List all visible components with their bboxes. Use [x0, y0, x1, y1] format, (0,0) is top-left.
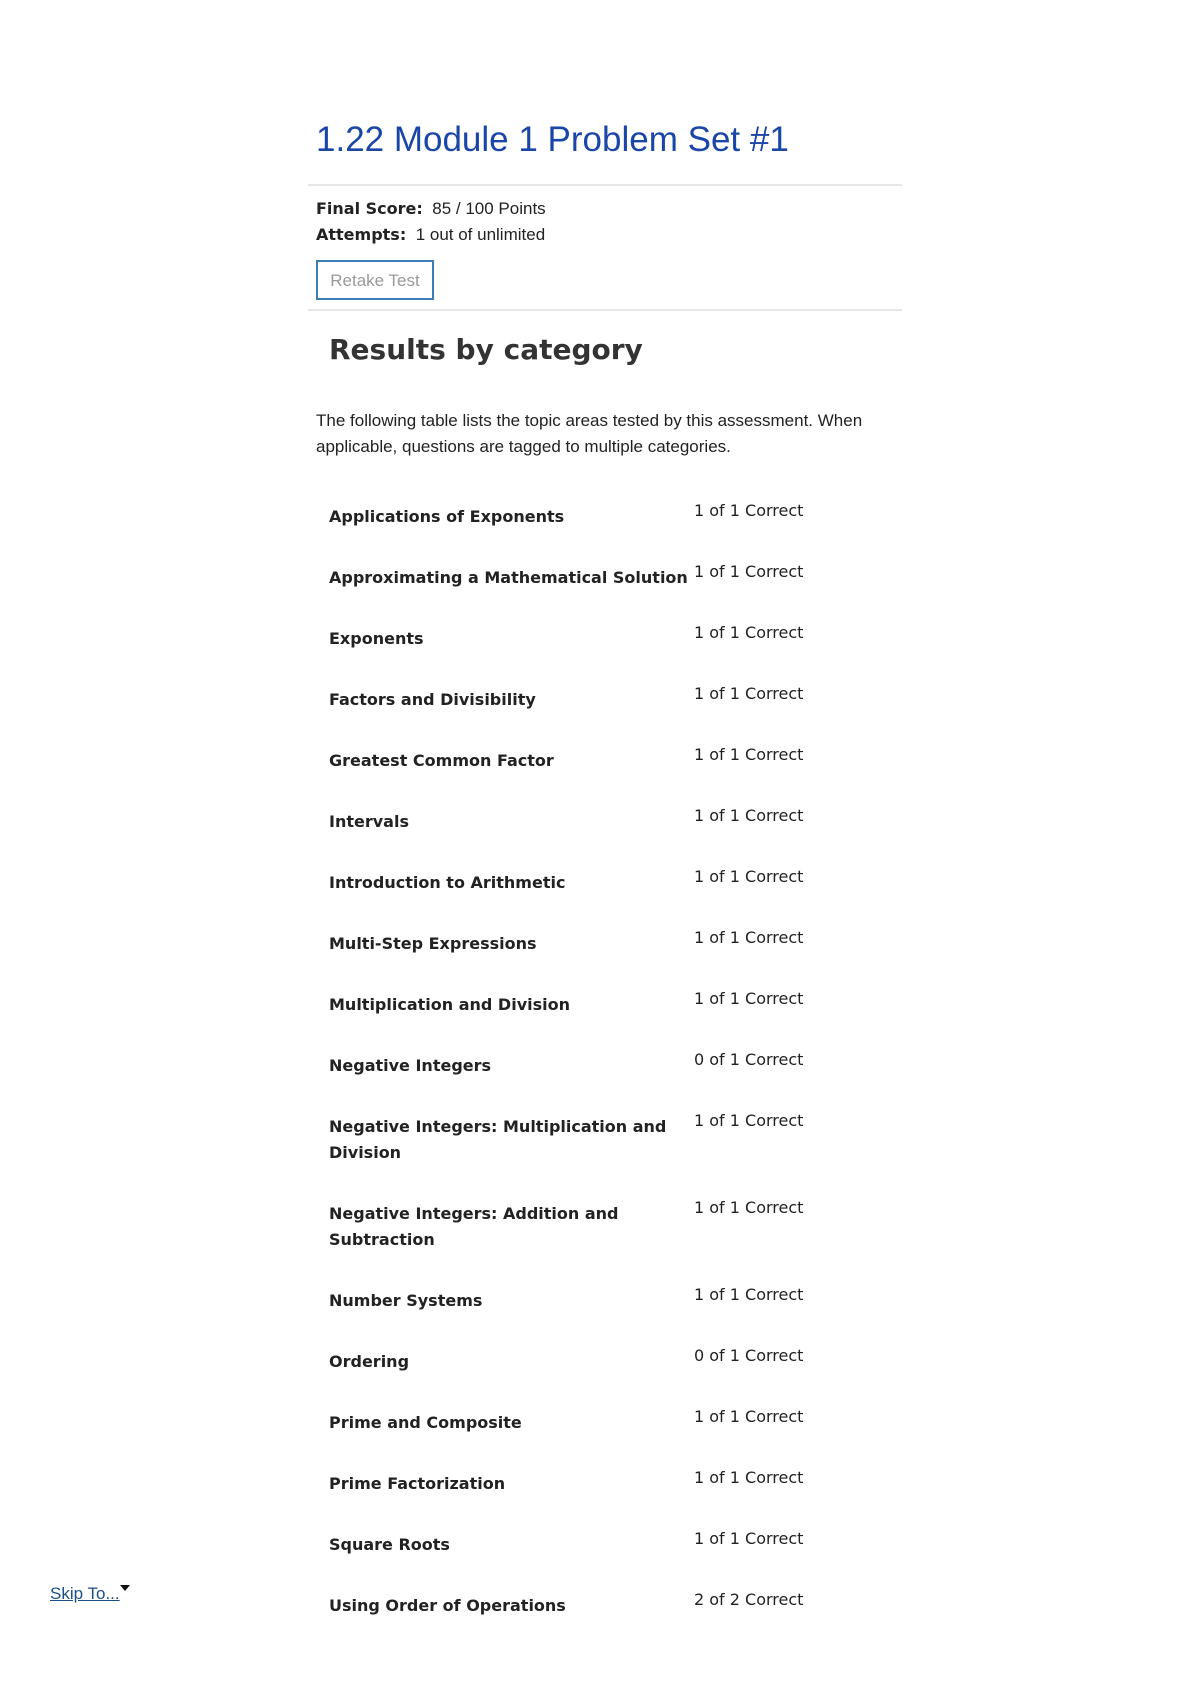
table-row — [329, 619, 902, 680]
table-row — [329, 1403, 902, 1464]
category-name: Intervals — [329, 812, 409, 831]
attempts-label: Attempts: — [316, 225, 407, 244]
final-score-line — [316, 196, 894, 222]
category-score: 1 of 1 Correct — [694, 1285, 804, 1304]
final-score-value: 85 / 100 Points — [432, 199, 546, 218]
table-row — [329, 1194, 902, 1281]
table-row — [329, 1464, 902, 1525]
category-score: 1 of 1 Correct — [694, 989, 804, 1008]
category-name: Square Roots — [329, 1535, 450, 1554]
category-name: Greatest Common Factor — [329, 751, 554, 770]
category-score: 1 of 1 Correct — [694, 684, 804, 703]
category-score: 2 of 2 Correct — [694, 1590, 804, 1609]
attempts-value: 1 out of unlimited — [415, 225, 546, 244]
results-intro: The following table lists the topic areas tested by this assessment. When applicable, questions are tagged to multiple categories. — [316, 411, 863, 456]
table-row — [329, 1281, 902, 1342]
category-score: 0 of 1 Correct — [694, 1346, 804, 1365]
table-row — [329, 1525, 902, 1586]
table-row — [329, 863, 902, 924]
category-name: Multiplication and Division — [329, 995, 570, 1014]
category-name: Applications of Exponents — [329, 507, 565, 526]
table-row — [329, 1046, 902, 1107]
score-summary — [308, 186, 902, 248]
category-score: 1 of 1 Correct — [694, 1111, 804, 1130]
category-name: Factors and Divisibility — [329, 690, 536, 709]
category-score: 1 of 1 Correct — [694, 745, 804, 764]
category-name: Introduction to Arithmetic — [329, 873, 566, 892]
retake-test-button[interactable]: Retake Test — [316, 260, 434, 300]
caret-down-icon[interactable] — [120, 1585, 130, 1591]
category-name: Prime Factorization — [329, 1474, 506, 1493]
category-name: Approximating a Mathematical Solution — [329, 568, 688, 587]
category-name: Negative Integers: Addition and Subtraction — [329, 1204, 619, 1249]
table-row — [329, 802, 902, 863]
category-name: Using Order of Operations — [329, 1596, 566, 1615]
category-score: 1 of 1 Correct — [694, 501, 804, 520]
category-score: 1 of 1 Correct — [694, 1407, 804, 1426]
category-name: Negative Integers: Multiplication and Division — [329, 1117, 667, 1162]
table-row — [329, 497, 902, 558]
category-score: 1 of 1 Correct — [694, 806, 804, 825]
category-score: 1 of 1 Correct — [694, 928, 804, 947]
category-name: Ordering — [329, 1352, 410, 1371]
category-score: 1 of 1 Correct — [694, 1529, 804, 1548]
category-score: 1 of 1 Correct — [694, 1468, 804, 1487]
category-name: Multi-Step Expressions — [329, 934, 537, 953]
results-table — [308, 497, 902, 1647]
table-row — [329, 1586, 902, 1647]
results-page — [308, 100, 902, 1647]
skip-to-link[interactable]: Skip To... — [50, 1584, 120, 1603]
table-row — [329, 741, 902, 802]
table-row — [329, 680, 902, 741]
table-row — [329, 924, 902, 985]
category-name: Number Systems — [329, 1291, 483, 1310]
category-name: Prime and Composite — [329, 1413, 522, 1432]
attempts-line — [316, 222, 894, 248]
table-row — [329, 1107, 902, 1194]
category-name: Exponents — [329, 629, 424, 648]
category-score: 0 of 1 Correct — [694, 1050, 804, 1069]
category-score: 1 of 1 Correct — [694, 867, 804, 886]
results-heading: Results by category — [329, 333, 643, 366]
final-score-label: Final Score: — [316, 199, 423, 218]
category-score: 1 of 1 Correct — [694, 562, 804, 581]
category-score: 1 of 1 Correct — [694, 623, 804, 642]
category-name: Negative Integers — [329, 1056, 492, 1075]
table-row — [329, 1342, 902, 1403]
table-row — [329, 985, 902, 1046]
page-title: 1.22 Module 1 Problem Set #1 — [308, 100, 902, 186]
table-row — [329, 558, 902, 619]
category-score: 1 of 1 Correct — [694, 1198, 804, 1217]
